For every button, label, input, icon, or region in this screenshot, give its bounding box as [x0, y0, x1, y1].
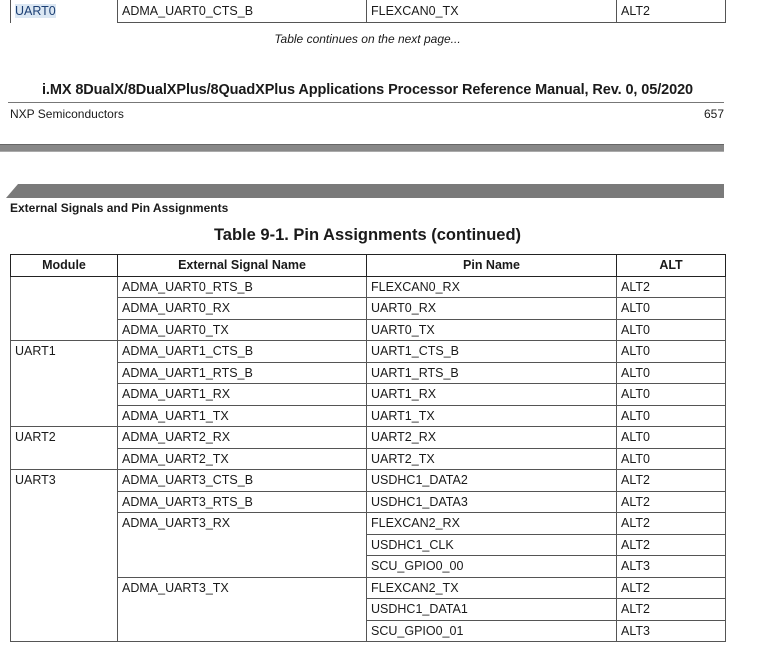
- column-header-pin: Pin Name: [367, 255, 617, 277]
- manual-title: i.MX 8DualX/8DualXPlus/8QuadXPlus Applications Processor Reference Manual, Rev. 0, 05/2020: [42, 82, 693, 98]
- module-cell: [11, 276, 118, 341]
- table-body: [11, 276, 726, 642]
- previous-page-table: [10, 0, 726, 23]
- alt-cell: ALT2: [617, 599, 726, 621]
- table-row: [11, 319, 726, 341]
- signal-cell: ADMA_UART3_RTS_B: [118, 491, 367, 513]
- alt-cell: ALT2: [617, 276, 726, 298]
- module-cell: UART1: [11, 341, 118, 427]
- signal-cell: ADMA_UART1_RX: [118, 384, 367, 406]
- alt-cell: ALT2: [617, 491, 726, 513]
- pin-cell: FLEXCAN2_TX: [367, 577, 617, 599]
- table-title: Table 9-1. Pin Assignments (continued): [213, 226, 522, 244]
- table-row: [11, 427, 726, 449]
- pin-cell: FLEXCAN2_RX: [367, 513, 617, 535]
- alt-cell: ALT2: [617, 0, 726, 23]
- signal-cell: ADMA_UART3_RX: [118, 513, 367, 578]
- pin-cell: UART1_TX: [367, 405, 617, 427]
- section-header-bar: [6, 184, 724, 198]
- table-row: [11, 513, 726, 535]
- module-cell: [11, 0, 118, 23]
- pin-cell: UART1_RX: [367, 384, 617, 406]
- table-row: [11, 448, 726, 470]
- table-row: [11, 0, 726, 23]
- footer-rule: [8, 102, 724, 103]
- pin-cell: SCU_GPIO0_01: [367, 620, 617, 642]
- pin-cell: USDHC1_DATA2: [367, 470, 617, 492]
- table-row: [11, 384, 726, 406]
- pin-cell: FLEXCAN0_TX: [367, 0, 617, 23]
- pin-cell: UART0_TX: [367, 319, 617, 341]
- column-header-signal: External Signal Name: [118, 255, 367, 277]
- table-continues-note: Table continues on the next page...: [274, 32, 461, 46]
- signal-cell: ADMA_UART2_TX: [118, 448, 367, 470]
- table-row: [11, 405, 726, 427]
- pin-cell: UART2_TX: [367, 448, 617, 470]
- company-name: NXP Semiconductors: [10, 107, 124, 121]
- table-row: [11, 491, 726, 513]
- signal-cell: ADMA_UART0_TX: [118, 319, 367, 341]
- table-row: [11, 577, 726, 599]
- pin-cell: SCU_GPIO0_00: [367, 556, 617, 578]
- pin-cell: USDHC1_CLK: [367, 534, 617, 556]
- alt-cell: ALT3: [617, 556, 726, 578]
- table-row: [11, 362, 726, 384]
- signal-cell: ADMA_UART1_RTS_B: [118, 362, 367, 384]
- section-title: External Signals and Pin Assignments: [10, 201, 229, 215]
- pin-cell: UART1_CTS_B: [367, 341, 617, 363]
- pin-cell: USDHC1_DATA1: [367, 599, 617, 621]
- pin-cell: FLEXCAN0_RX: [367, 276, 617, 298]
- pin-assignments-table: [10, 254, 726, 642]
- alt-cell: ALT2: [617, 470, 726, 492]
- signal-cell: ADMA_UART3_TX: [118, 577, 367, 642]
- table-row: [11, 470, 726, 492]
- signal-cell: ADMA_UART2_RX: [118, 427, 367, 449]
- alt-cell: ALT0: [617, 362, 726, 384]
- alt-cell: ALT0: [617, 405, 726, 427]
- pin-cell: UART1_RTS_B: [367, 362, 617, 384]
- signal-cell: ADMA_UART0_RTS_B: [118, 276, 367, 298]
- signal-cell: ADMA_UART3_CTS_B: [118, 470, 367, 492]
- alt-cell: ALT0: [617, 341, 726, 363]
- alt-cell: ALT0: [617, 319, 726, 341]
- signal-cell: ADMA_UART0_CTS_B: [118, 0, 367, 23]
- table-row: [11, 298, 726, 320]
- alt-cell: ALT0: [617, 384, 726, 406]
- column-header-module: Module: [11, 255, 118, 277]
- signal-cell: ADMA_UART1_TX: [118, 405, 367, 427]
- module-cell: UART2: [11, 427, 118, 470]
- page-separator: [0, 144, 724, 152]
- alt-cell: ALT2: [617, 534, 726, 556]
- module-cell: UART3: [11, 470, 118, 642]
- pin-cell: UART0_RX: [367, 298, 617, 320]
- table-row: [11, 276, 726, 298]
- section-bar-shape: [6, 184, 724, 198]
- pin-cell: UART2_RX: [367, 427, 617, 449]
- alt-cell: ALT0: [617, 298, 726, 320]
- highlighted-text[interactable]: UART0: [15, 4, 56, 18]
- alt-cell: ALT2: [617, 513, 726, 535]
- alt-cell: ALT0: [617, 448, 726, 470]
- pin-cell: USDHC1_DATA3: [367, 491, 617, 513]
- signal-cell: ADMA_UART1_CTS_B: [118, 341, 367, 363]
- page-number: 657: [703, 107, 724, 121]
- column-header-alt: ALT: [617, 255, 726, 277]
- signal-cell: ADMA_UART0_RX: [118, 298, 367, 320]
- table-row: [11, 341, 726, 363]
- alt-cell: ALT3: [617, 620, 726, 642]
- alt-cell: ALT2: [617, 577, 726, 599]
- table-header-row: [11, 255, 726, 277]
- alt-cell: ALT0: [617, 427, 726, 449]
